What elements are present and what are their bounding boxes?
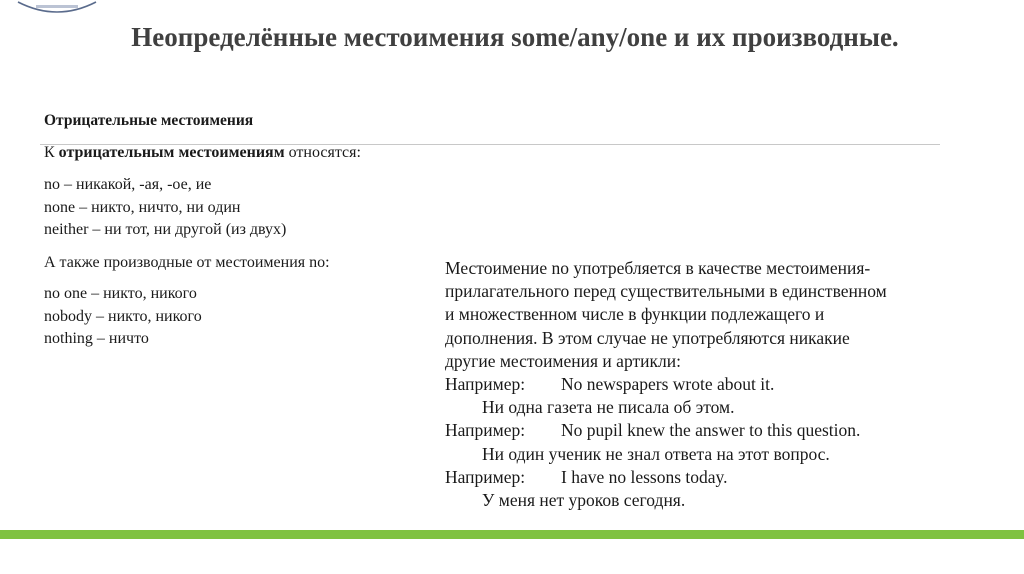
example-russian: Ни одна газета не писала об этом. xyxy=(482,397,735,418)
pronoun-list xyxy=(44,174,286,242)
example-russian: Ни один ученик не знал ответа на этот вопрос. xyxy=(482,443,830,464)
example-row xyxy=(445,466,887,489)
derivatives-heading: А также производные от местоимения no: xyxy=(44,254,330,271)
example-block xyxy=(445,466,887,512)
paragraph-line: прилагательного перед существительными в единственном xyxy=(445,281,887,302)
list-item: neither – ни тот, ни другой (из двух) xyxy=(44,221,287,239)
example-label: Например: xyxy=(445,374,526,395)
intro-text xyxy=(44,143,361,163)
list-item: no one – никто, никого xyxy=(44,285,197,302)
example-russian: У меня нет уроков сегодня. xyxy=(482,490,686,511)
example-row xyxy=(445,373,887,396)
usage-explanation xyxy=(445,257,887,512)
paragraph-line: другие местоимения и артикли: xyxy=(445,350,681,371)
example-english: No pupil knew the answer to this question. xyxy=(561,420,861,441)
example-row xyxy=(445,419,887,442)
example-label: Например: xyxy=(445,466,526,487)
example-english: I have no lessons today. xyxy=(561,466,728,487)
derivatives-list xyxy=(44,283,202,351)
paragraph-line: Местоимение no употребляется в качестве местоимения- xyxy=(445,258,871,278)
list-item: no – никакой, -ая, -ое, ие xyxy=(44,176,212,193)
intro-bold: отрицательным местоимениям xyxy=(58,144,285,161)
example-english: No newspapers wrote about it. xyxy=(561,374,775,395)
example-block xyxy=(445,419,887,465)
paragraph-line: и множественном числе в функции подлежащего и xyxy=(445,304,825,325)
example-label: Например: xyxy=(445,420,526,441)
intro-prefix: К xyxy=(44,144,59,161)
paragraph-line: дополнения. В этом случае не употребляются никакие xyxy=(445,327,850,348)
intro-suffix: относятся: xyxy=(284,144,361,161)
list-item: none – никто, ничто, ни один xyxy=(44,198,241,216)
footer-accent-bar xyxy=(0,530,1024,539)
logo-icon xyxy=(14,0,100,18)
list-item: nothing – ничто xyxy=(44,330,149,348)
list-item: nobody – никто, никого xyxy=(44,307,202,325)
slide-title: Неопределённые местоимения some/any/one и их производные. xyxy=(131,22,899,52)
section-heading: Отрицательные местоимения xyxy=(44,112,254,129)
example-block xyxy=(445,373,887,419)
